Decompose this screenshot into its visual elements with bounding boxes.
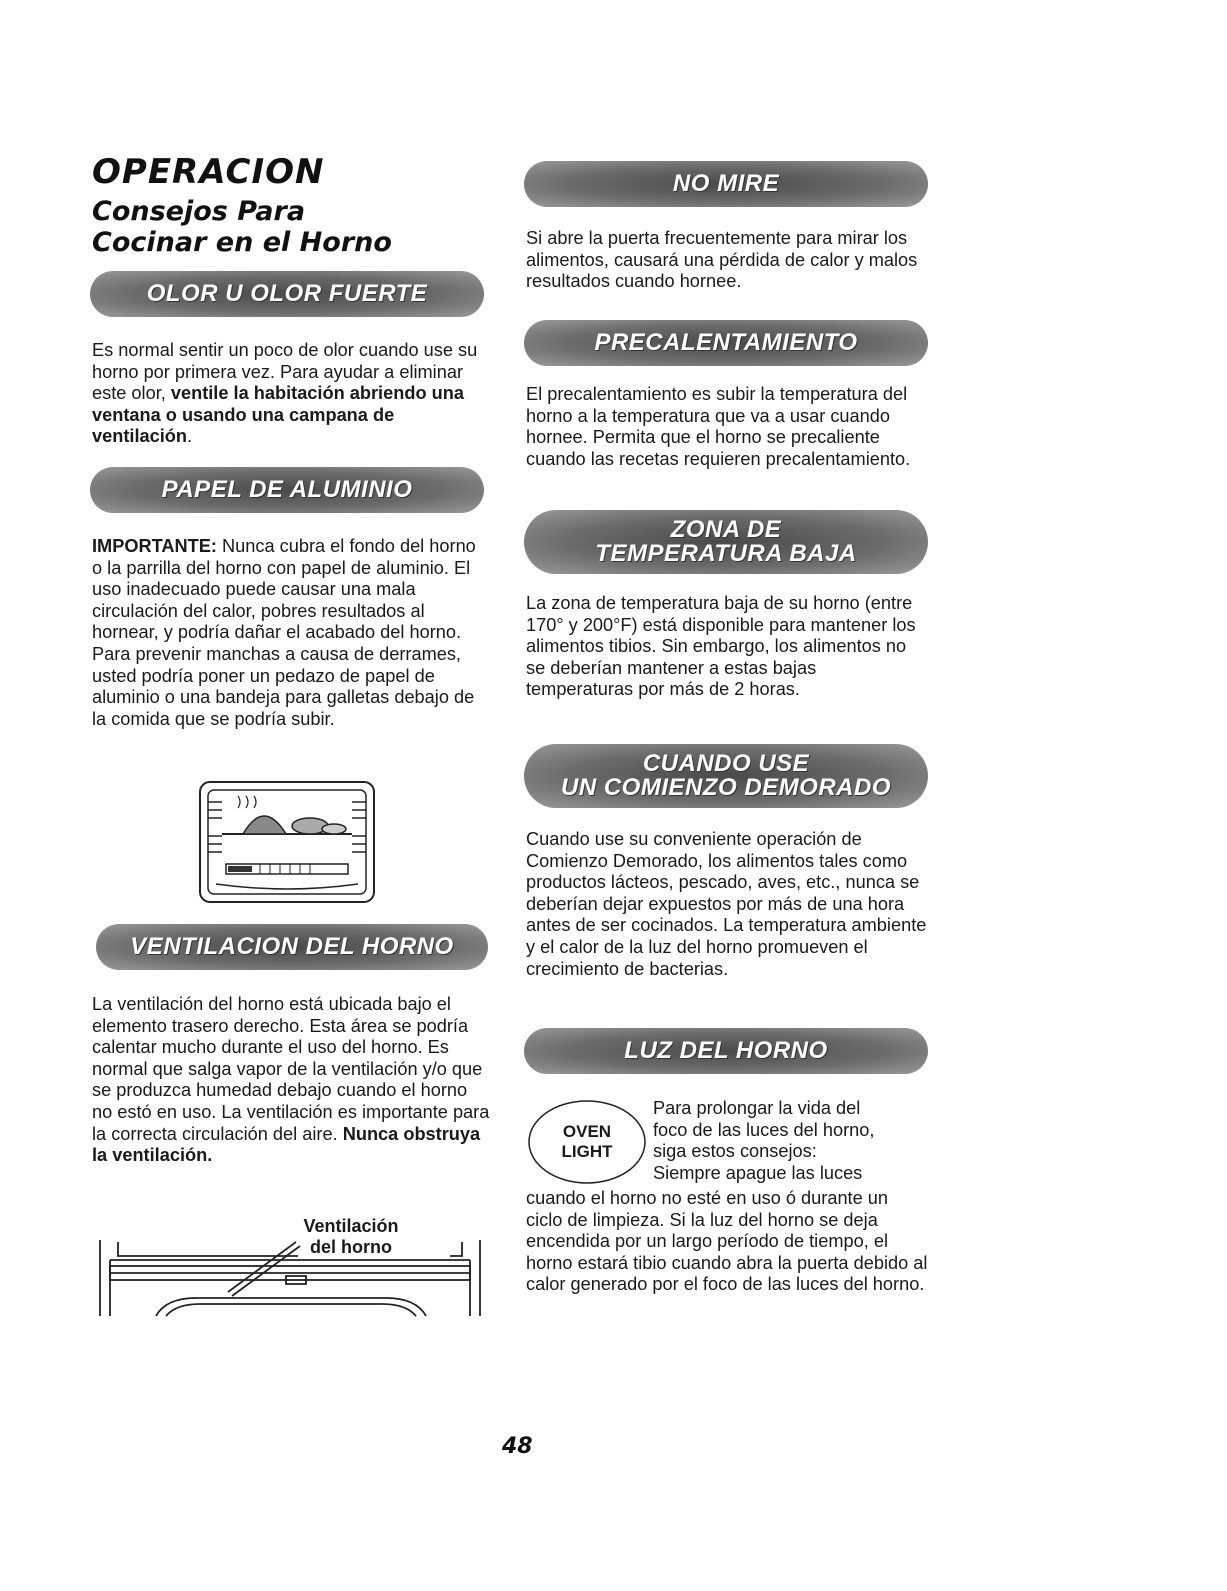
- luz-intro-line4: Siempre apague las luces: [653, 1162, 863, 1183]
- heading-ventilacion-label: VENTILACION DEL HORNO: [130, 933, 454, 960]
- ventilacion-paragraph: [92, 994, 490, 1167]
- heading-no-mire-label: NO MIRE: [672, 170, 780, 197]
- oven-vent-diagram: [96, 1236, 488, 1320]
- heading-zona-line1: ZONA DE: [670, 516, 782, 543]
- badge-line1: OVEN: [562, 1122, 612, 1141]
- luz-intro-line3: siga estos consejos:: [653, 1141, 817, 1162]
- page-subtitle: Consejos Para Cocinar en el Horno: [92, 196, 392, 258]
- badge-line2: LIGHT: [561, 1142, 613, 1161]
- luz-intro-line1: Para prolongar la vida del: [653, 1098, 861, 1118]
- olor-text: Es normal sentir un poco de olor cuando use su horno por primera vez. Para ayudar a eliminar este olor,: [92, 340, 478, 404]
- heading-olor: [90, 271, 484, 317]
- heading-comienzo-line2: UN COMIENZO DEMORADO: [561, 774, 891, 801]
- page-title: OPERACION: [92, 152, 325, 192]
- comienzo-paragraph: Cuando use su conveniente operación de Comienzo Demorado, los alimentos tales como productos lácteos, pescado, aves, etc., nunca se deberían dejar expuestos por más de una hora antes de ser cocinados. La temperatura ambiente y el calor de la luz del horno promueven el crecimiento de bacterias.: [526, 829, 927, 979]
- papel-lead: IMPORTANTE:: [92, 536, 217, 556]
- heading-olor-label: OLOR U OLOR FUERTE: [146, 280, 428, 307]
- heading-zona: [524, 510, 928, 574]
- vent-label-line1: Ventilación: [303, 1216, 399, 1236]
- olor-paragraph: [92, 340, 487, 448]
- no-mire-paragraph: Si abre la puerta frecuentemente para mirar los alimentos, causará una pérdida de calor y malos resultados cuando hornee.: [526, 228, 918, 292]
- heading-comienzo: [524, 744, 928, 808]
- oven-light-badge: [526, 1098, 648, 1186]
- papel-text: Nunca cubra el fondo del horno o la parrilla del horno con papel de aluminio. El uso inadecuado puede causar una mala circulación del calor, pobres resultados al hornear, y podría dañar el acabado del horno. Para prevenir manchas a causa de derrames, usted podría poner un pedazo de papel de aluminio o una bandeja para galletas debajo de la comida que se podría subir.: [92, 536, 476, 729]
- olor-bold: ventile la habitación abriendo una ventana o usando una campana de ventilación: [92, 383, 464, 447]
- luz-intro-line2: foco de las luces del horno,: [653, 1119, 875, 1140]
- heading-comienzo-line1: CUANDO USE: [642, 750, 810, 777]
- luz-intro: [653, 1098, 933, 1184]
- precalentamiento-paragraph: El precalentamiento es subir la temperatura del horno a la temperatura que va a usar cuando hornee. Permita que el horno se precaliente cuando las recetas requieren precalentamiento.: [526, 384, 911, 469]
- heading-zona-line2: TEMPERATURA BAJA: [595, 540, 857, 567]
- heading-luz: [524, 1028, 928, 1074]
- ventilacion-bold: Nunca obstruya la ventilación.: [92, 1123, 481, 1166]
- ventilacion-text: La ventilación del horno está ubicada bajo el elemento trasero derecho. Esta área se podría calentar mucho durante el uso del horno. Es normal que salga vapor de la ventilación y/o que se produzca humedad debajo cuando el horno no estó en uso. La ventilación es importante para la correcta circulación del aire.: [92, 994, 490, 1144]
- oven-foil-illustration: [198, 780, 376, 904]
- papel-paragraph: [92, 536, 487, 730]
- vent-label-line2: del horno: [310, 1237, 392, 1257]
- heading-papel: [90, 467, 484, 513]
- heading-precalentamiento-label: PRECALENTAMIENTO: [594, 329, 858, 356]
- heading-luz-label: LUZ DEL HORNO: [624, 1037, 828, 1064]
- heading-precalentamiento: [524, 320, 928, 366]
- page-number: 48: [502, 1434, 533, 1459]
- luz-paragraph: cuando el horno no esté en uso ó durante un ciclo de limpieza. Si la luz del horno se deja encendida por un largo período de tiempo, el horno estará tibio cuando abra la puerta debido al calor generado por el foco de las luces del horno.: [526, 1188, 928, 1295]
- heading-papel-label: PAPEL DE ALUMINIO: [161, 476, 413, 503]
- zona-paragraph: La zona de temperatura baja de su horno (entre 170° y 200°F) está disponible para mantener los alimentos tibios. Sin embargo, los alimentos no se deberían mantener a estas bajas temperaturas por más de 2 horas.: [526, 593, 916, 700]
- heading-ventilacion: [96, 924, 488, 970]
- olor-end: .: [187, 426, 193, 447]
- heading-no-mire: [524, 161, 928, 207]
